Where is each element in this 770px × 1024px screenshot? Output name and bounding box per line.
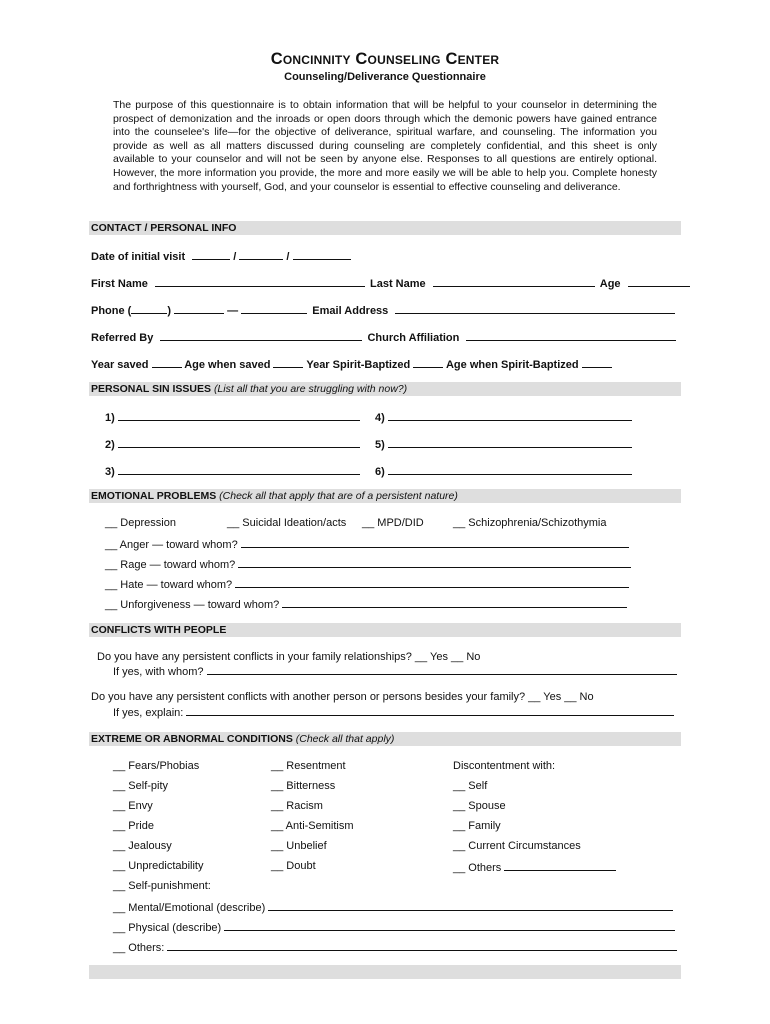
- racism-checkbox[interactable]: __ Racism: [271, 800, 323, 812]
- discontentment-title: Discontentment with:: [453, 760, 556, 772]
- family-checkbox[interactable]: __ Family: [453, 820, 501, 832]
- section-sin: [89, 382, 681, 396]
- others-discontent-field[interactable]: [504, 860, 616, 871]
- spouse-checkbox[interactable]: __ Spouse: [453, 800, 506, 812]
- sin-field-1[interactable]: [118, 410, 360, 421]
- doubt-checkbox[interactable]: __ Doubt: [271, 860, 316, 872]
- email-field[interactable]: [395, 303, 675, 314]
- physical-field[interactable]: [224, 920, 675, 931]
- selfpity-checkbox[interactable]: __ Self-pity: [113, 780, 169, 792]
- physical-row: [113, 920, 675, 934]
- schizo-checkbox[interactable]: __ Schizophrenia/Schizothymia: [453, 517, 607, 529]
- section-extreme-heading: EXTREME OR ABNORMAL CONDITIONS: [91, 733, 293, 745]
- circumstances-checkbox[interactable]: __ Current Circumstances: [453, 840, 581, 852]
- self-checkbox[interactable]: __ Self: [453, 780, 488, 792]
- resentment-checkbox[interactable]: __ Resentment: [271, 760, 346, 772]
- phone-line-field[interactable]: [241, 303, 307, 314]
- physical-checkbox[interactable]: __ Physical (describe): [113, 922, 222, 934]
- age-saved-field[interactable]: [273, 357, 303, 368]
- section-conflicts-heading: CONFLICTS WITH PEOPLE: [91, 624, 227, 636]
- referred-label: Referred By: [91, 332, 154, 344]
- sin-row-4: 4): [375, 410, 632, 424]
- age-field[interactable]: [628, 276, 690, 287]
- sin-field-3[interactable]: [118, 464, 360, 475]
- jealousy-checkbox[interactable]: __ Jealousy: [113, 840, 172, 852]
- section-emotional-note: (Check all that apply that are of a persistent nature): [219, 490, 458, 502]
- date-year-field[interactable]: [293, 249, 351, 260]
- year-saved-label: Year saved: [91, 359, 149, 371]
- date-row: Date of initial visit / /: [91, 249, 351, 263]
- depression-checkbox[interactable]: __ Depression: [105, 517, 176, 529]
- age-label: Age: [599, 278, 621, 290]
- others-discontent-row: [453, 860, 616, 874]
- other-conflict-question[interactable]: Do you have any persistent conflicts with another person or persons besides your family? __ Yes __ No: [91, 691, 594, 703]
- unforgiveness-row: [105, 597, 627, 611]
- last-name-field[interactable]: [433, 276, 595, 287]
- email-label: Email Address: [312, 305, 389, 317]
- anger-checkbox[interactable]: __ Anger — toward whom?: [105, 539, 238, 551]
- others-checkbox[interactable]: __ Others:: [113, 942, 165, 954]
- section-emotional: [89, 489, 681, 503]
- section-sin-note: (List all that you are struggling with now?): [213, 383, 408, 395]
- page-subtitle: Counseling/Deliverance Questionnaire: [284, 71, 486, 83]
- sin-field-2[interactable]: [118, 437, 360, 448]
- date-day-field[interactable]: [239, 249, 283, 260]
- suicidal-checkbox[interactable]: __ Suicidal Ideation/acts: [227, 517, 347, 529]
- unforgiveness-checkbox[interactable]: __ Unforgiveness — toward whom?: [105, 599, 280, 611]
- rage-row: [105, 557, 631, 571]
- others-field[interactable]: [167, 940, 677, 951]
- hate-field[interactable]: [235, 577, 629, 588]
- family-conflict-follow: If yes, with whom?: [113, 664, 677, 678]
- sin-field-5[interactable]: [388, 437, 632, 448]
- year-baptized-field[interactable]: [413, 357, 443, 368]
- sin-row-1: 1): [105, 410, 360, 424]
- phone-area-field[interactable]: [131, 303, 167, 314]
- other-conflict-follow: If yes, explain:: [113, 705, 674, 719]
- church-label: Church Affiliation: [367, 332, 460, 344]
- phone-prefix-field[interactable]: [174, 303, 224, 314]
- age-saved-label: Age when saved: [184, 359, 271, 371]
- sin-row-5: 5): [375, 437, 632, 451]
- section-extreme-note: (Check all that apply): [295, 733, 395, 745]
- anger-row: [105, 537, 629, 551]
- section-sin-heading: PERSONAL SIN ISSUES: [91, 383, 212, 395]
- footer-bar: [89, 965, 681, 979]
- section-conflicts: [89, 623, 681, 637]
- referred-row: [91, 330, 676, 344]
- fears-checkbox[interactable]: __ Fears/Phobias: [113, 760, 200, 772]
- hate-checkbox[interactable]: __ Hate — toward whom?: [105, 579, 233, 591]
- age-baptized-field[interactable]: [582, 357, 612, 368]
- age-baptized-label: Age when Spirit-Baptized: [445, 359, 579, 371]
- first-name-label: First Name: [91, 278, 148, 290]
- first-name-field[interactable]: [155, 276, 365, 287]
- church-field[interactable]: [466, 330, 676, 341]
- rage-field[interactable]: [238, 557, 631, 568]
- phone-row: Phone ( ) — Email Address: [91, 303, 675, 317]
- date-label: Date of initial visit: [91, 251, 186, 263]
- sin-row-3: 3): [105, 464, 360, 478]
- sin-field-4[interactable]: [388, 410, 632, 421]
- bitterness-checkbox[interactable]: __ Bitterness: [271, 780, 336, 792]
- mental-checkbox[interactable]: __ Mental/Emotional (describe): [113, 902, 266, 914]
- family-conflict-field[interactable]: [207, 664, 677, 675]
- section-emotional-heading: EMOTIONAL PROBLEMS: [91, 490, 217, 502]
- hate-row: [105, 577, 629, 591]
- mpd-checkbox[interactable]: __ MPD/DID: [362, 517, 424, 529]
- envy-checkbox[interactable]: __ Envy: [113, 800, 153, 812]
- rage-checkbox[interactable]: __ Rage — toward whom?: [105, 559, 236, 571]
- section-contact: [89, 221, 681, 235]
- others-row: [113, 940, 677, 954]
- anger-field[interactable]: [241, 537, 629, 548]
- mental-row: [113, 900, 673, 914]
- other-conflict-field[interactable]: [186, 705, 674, 716]
- sin-field-6[interactable]: [388, 464, 632, 475]
- antisemitism-checkbox[interactable]: __ Anti-Semitism: [271, 820, 354, 832]
- intro-paragraph: The purpose of this questionnaire is to obtain information that will be helpful to your counselor in determining the prospect of demonization and the inroads or open doors through which the demonic powers have gained entrance into the counselee's life—for the objective of deliverance, spiritual warfare, and counseling. The information you provide as well as all matters discussed during counseling are completely confidential, and this sheet is only available to your counselor and will not be seen by anyone else. Responses to all questions are entirely optional. However, the more information you provide, the more and more easily we will be able to help you. Complete honesty and forthrightness with yourself, God, and your counselor is essential to effective counseling and deliverance.: [113, 99, 657, 193]
- mental-field[interactable]: [268, 900, 673, 911]
- unforgiveness-field[interactable]: [282, 597, 627, 608]
- referred-field[interactable]: [160, 330, 362, 341]
- salvation-row: [91, 357, 612, 371]
- section-extreme: [89, 732, 681, 746]
- sin-row-2: 2): [105, 437, 360, 451]
- last-name-label: Last Name: [369, 278, 426, 290]
- name-row: [91, 276, 690, 290]
- page-title: Concinnity Counseling Center: [270, 50, 500, 68]
- pride-checkbox[interactable]: __ Pride: [113, 820, 154, 832]
- date-month-field[interactable]: [192, 249, 230, 260]
- unpredictability-checkbox[interactable]: __ Unpredictability: [113, 860, 204, 872]
- phone-label: Phone: [91, 305, 125, 317]
- family-conflict-question[interactable]: Do you have any persistent conflicts in your family relationships? __ Yes __ No: [97, 651, 481, 663]
- selfpunishment-checkbox[interactable]: __ Self-punishment:: [113, 880, 211, 892]
- unbelief-checkbox[interactable]: __ Unbelief: [271, 840, 327, 852]
- year-saved-field[interactable]: [152, 357, 182, 368]
- section-contact-heading: CONTACT / PERSONAL INFO: [91, 222, 237, 234]
- sin-row-6: 6): [375, 464, 632, 478]
- others-discontent-checkbox[interactable]: __ Others: [453, 862, 502, 874]
- year-baptized-label: Year Spirit-Baptized: [306, 359, 411, 371]
